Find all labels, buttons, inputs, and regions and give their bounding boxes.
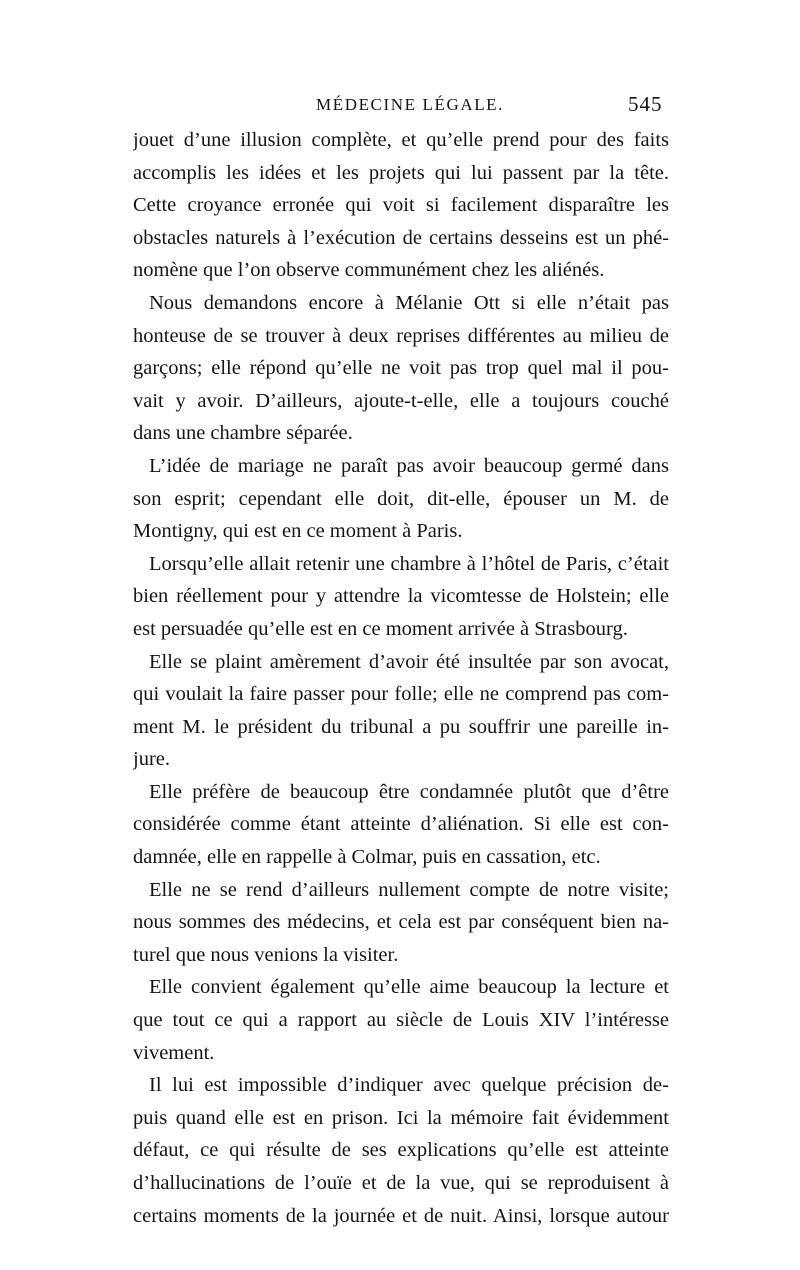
text-line: considérée comme étant atteinte d’aliénation. Si elle est con- (133, 813, 669, 836)
text-line: turel que nous venions la visiter. (133, 943, 399, 966)
text-line: honteuse de se trouver à deux reprises différentes au milieu de (133, 324, 669, 347)
text-line: L’idée de mariage ne paraît pas avoir beaucoup germé dans (149, 454, 669, 477)
text-line: qui voulait la faire passer pour folle; elle ne comprend pas com- (133, 683, 669, 706)
text-line: Montigny, qui est en ce moment à Paris. (133, 520, 463, 543)
text-line: est persuadée qu’elle est en ce moment arrivée à Strasbourg. (133, 617, 628, 640)
text-line: dans une chambre séparée. (133, 422, 353, 445)
text-line: garçons; elle répond qu’elle ne voit pas trop quel mal il pou- (133, 357, 669, 380)
text-line: Elle convient également qu’elle aime beaucoup la lecture et (149, 976, 669, 999)
text-line: accomplis les idées et les projets qui lui passent par la tête. (133, 161, 669, 184)
text-line: bien réellement pour y attendre la vicomtesse de Holstein; elle (133, 585, 669, 608)
text-line: puis quand elle est en prison. Ici la mémoire fait évidemment (133, 1106, 669, 1129)
text-line: jure. (133, 748, 170, 771)
text-line: nous sommes des médecins, et cela est par conséquent bien na- (133, 911, 669, 934)
text-line: Elle ne se rend d’ailleurs nullement compte de notre visite; (149, 878, 669, 901)
text-line: nomène que l’on observe communément chez les aliénés. (133, 259, 605, 282)
text-line: Elle préfère de beaucoup être condamnée plutôt que d’être (149, 780, 669, 803)
text-line: obstacles naturels à l’exécution de certains desseins est un phé- (133, 226, 669, 249)
text-line: vait y avoir. D’ailleurs, ajoute-t-elle, elle a toujours couché (133, 389, 669, 412)
text-line: Il lui est impossible d’indiquer avec quelque précision de- (149, 1074, 669, 1097)
text-line: certains moments de la journée et de nuit. Ainsi, lorsque autour (133, 1204, 669, 1227)
text-line: que tout ce qui a rapport au siècle de Louis XIV l’intéresse (133, 1009, 669, 1032)
text-line: damnée, elle en rappelle à Colmar, puis en cassation, etc. (133, 846, 601, 869)
text-line: ment M. le président du tribunal a pu souffrir une pareille in- (133, 715, 669, 738)
page-number: 545 (628, 92, 663, 116)
text-line: vivement. (133, 1041, 215, 1064)
running-title: MÉDECINE LÉGALE. (316, 95, 505, 114)
text-line: Cette croyance erronée qui voit si facilement disparaître les (133, 194, 669, 217)
text-line: Elle se plaint amèrement d’avoir été insultée par son avocat, (149, 650, 669, 673)
text-line: Lorsqu’elle allait retenir une chambre à l’hôtel de Paris, c’était (149, 552, 669, 575)
text-line: jouet d’une illusion complète, et qu’elle prend pour des faits (133, 129, 669, 151)
text-line: d’hallucinations de l’ouïe et de la vue, qui se reproduisent à (133, 1172, 669, 1194)
text-line: Nous demandons encore à Mélanie Ott si elle n’était pas (149, 291, 669, 314)
running-header (0, 93, 800, 117)
text-line: défaut, ce qui résulte de ses explications qu’elle est atteinte (133, 1139, 669, 1162)
text-line: son esprit; cependant elle doit, dit-elle, épouser un M. de (133, 487, 669, 510)
body-text (133, 124, 669, 1232)
